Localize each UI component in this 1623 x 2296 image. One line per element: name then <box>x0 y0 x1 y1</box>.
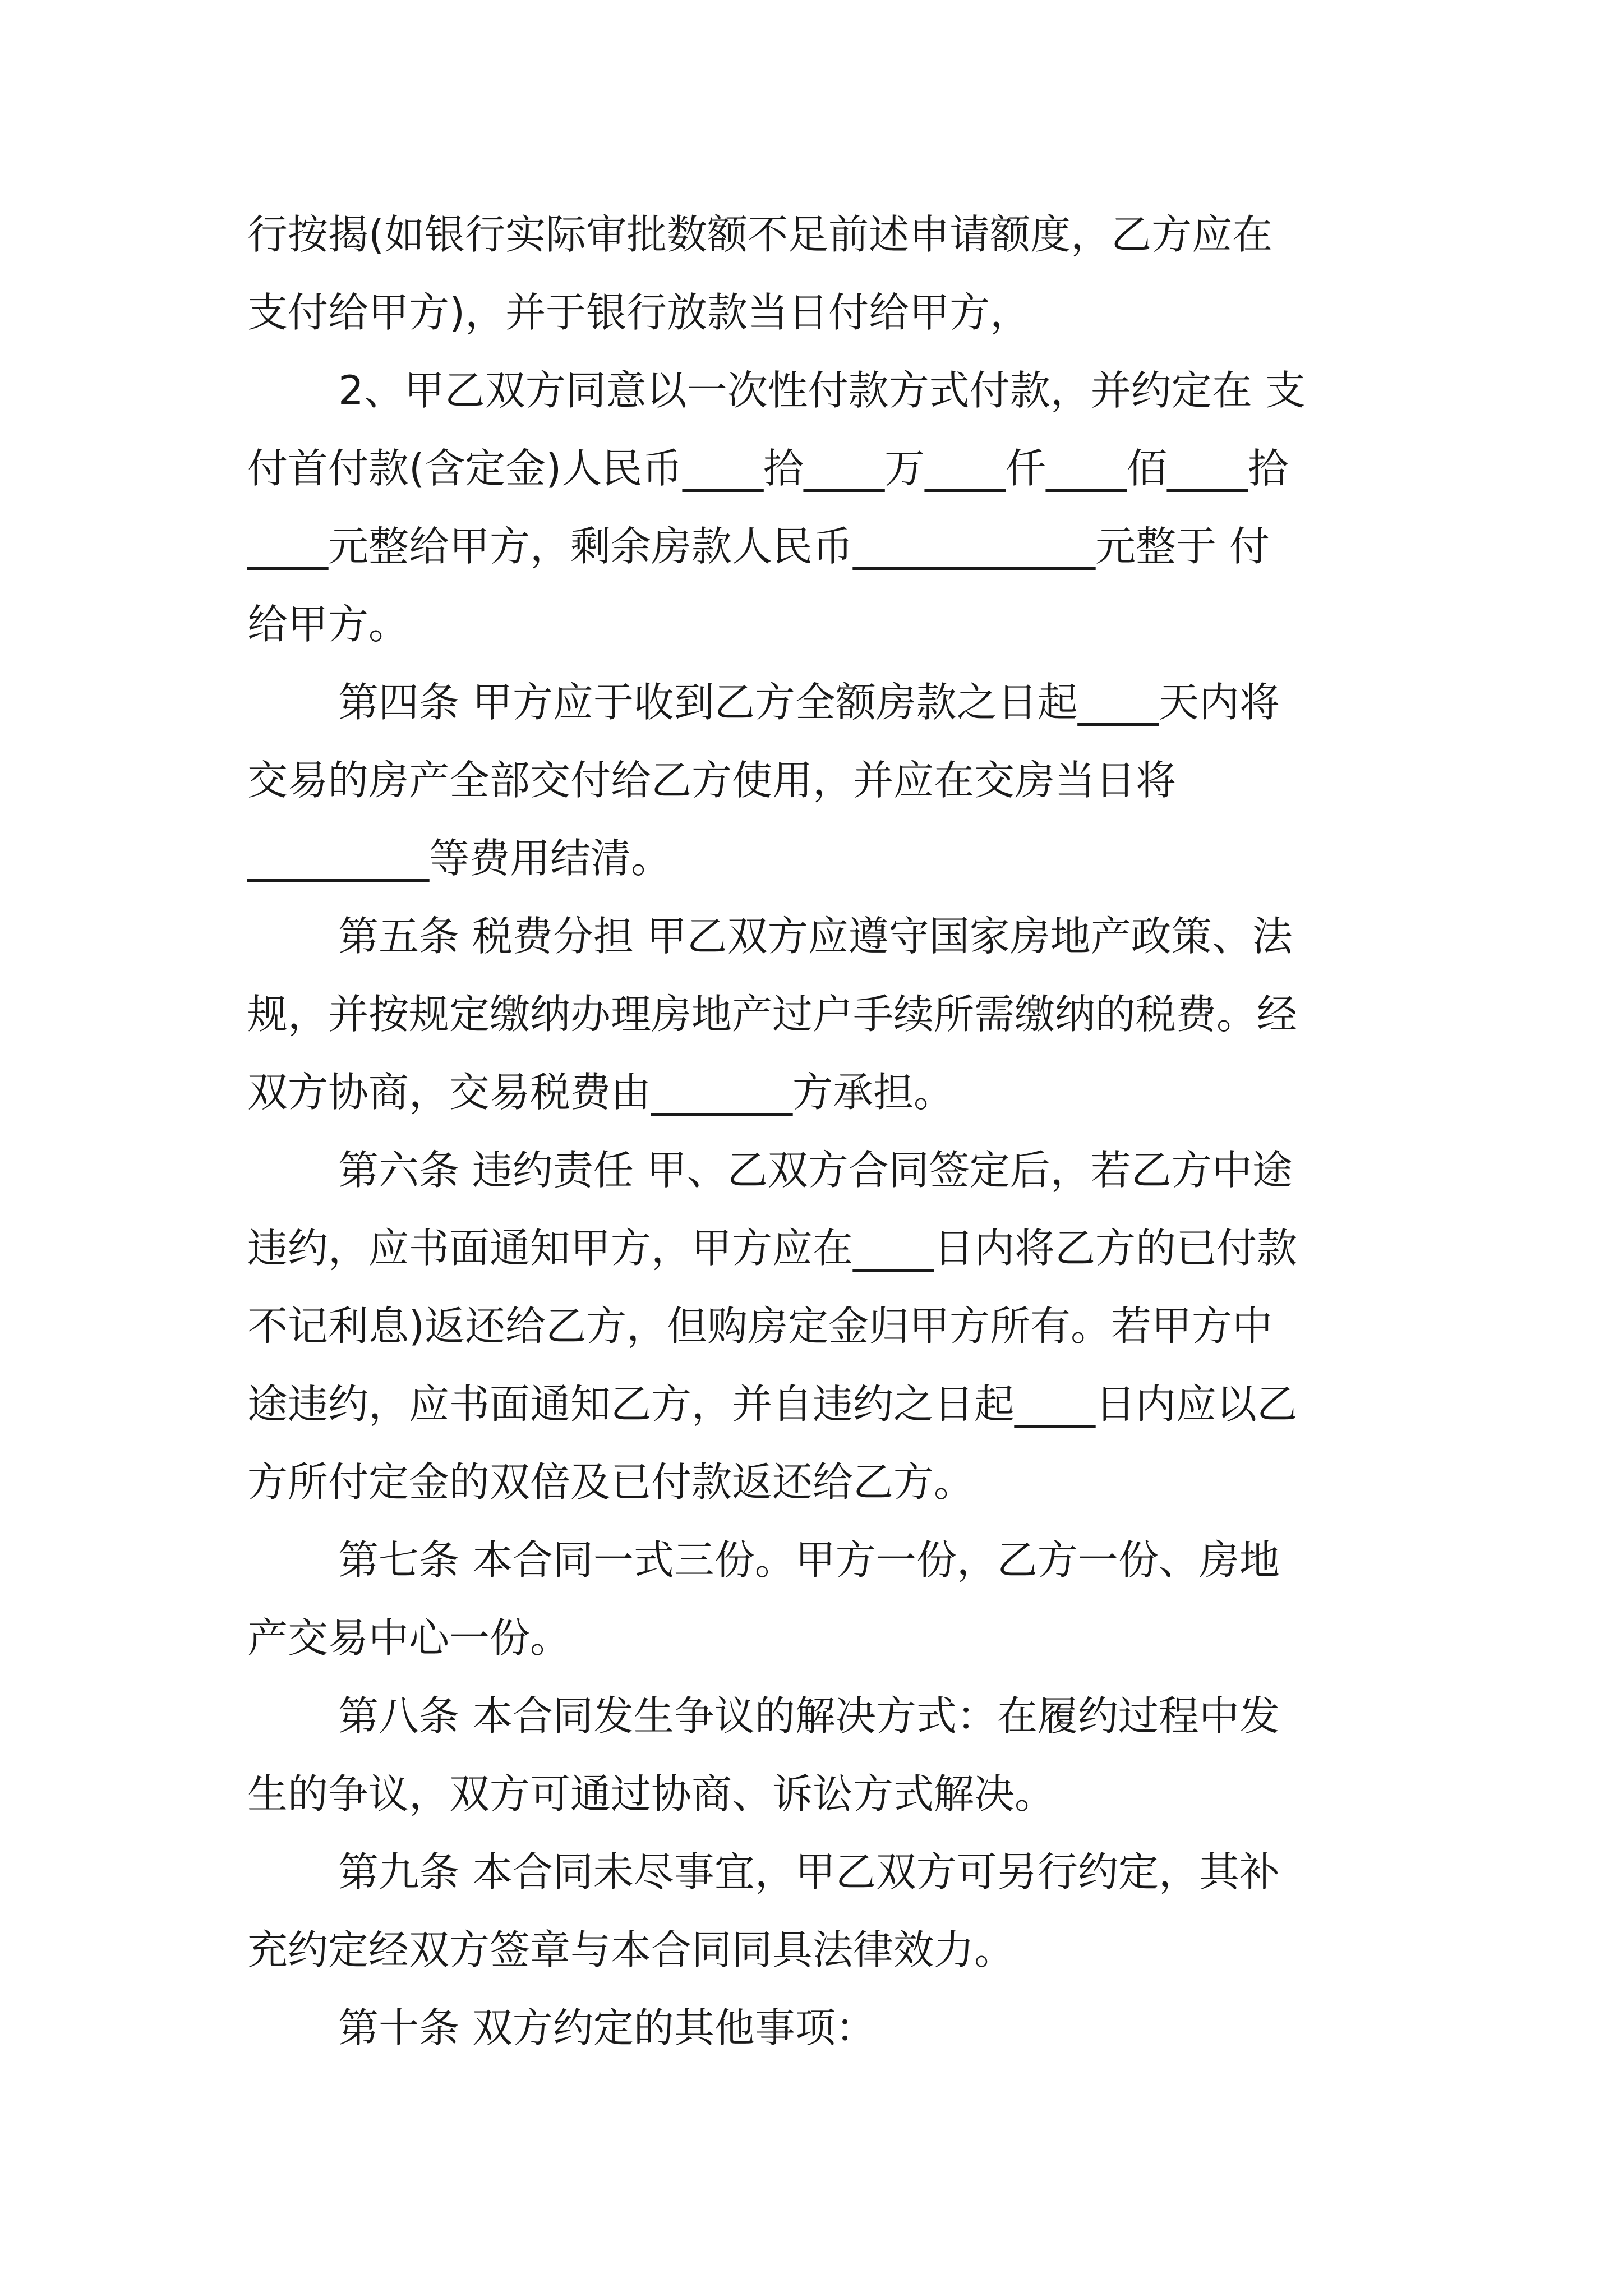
text-line: 第十条 双方约定的其他事项： <box>338 2004 876 2051</box>
text-line: 第九条 本合同未尽事宜，甲乙双方可另行约定，其补 <box>338 1848 1280 1895</box>
text-line: 第八条 本合同发生争议的解决方式：在履约过程中发 <box>338 1692 1280 1740</box>
text-line: 充约定经双方签章与本合同同具法律效力。 <box>247 1926 1015 1973</box>
text-line: 支付给甲方)，并于银行放款当日付给甲方， <box>247 289 1031 336</box>
text-line: 交易的房产全部交付给乙方使用，并应在交房当日将 <box>247 757 1177 804</box>
text-line: 双方协商，交易税费由_______方承担。 <box>247 1069 955 1116</box>
text-line: 途违约，应书面通知乙方，并自违约之日起____日内应以乙 <box>247 1381 1298 1428</box>
text-line: 付首付款(含定金)人民币____拾____万____仟____佰____拾 <box>247 445 1289 492</box>
text-line: 违约，应书面通知甲方，甲方应在____日内将乙方的已付款 <box>247 1225 1298 1272</box>
text-line: 第五条 税费分担 甲乙双方应遵守国家房地产政策、法 <box>338 913 1293 960</box>
text-line: 给甲方。 <box>247 601 409 648</box>
text-line: ____元整给甲方，剩余房款人民币____________元整于 付 <box>247 523 1270 570</box>
text-line: 方所付定金的双倍及已付款返还给乙方。 <box>247 1458 975 1506</box>
text-line: 第六条 违约责任 甲、乙双方合同签定后，若乙方中途 <box>338 1147 1293 1194</box>
text-line: _________等费用结清。 <box>247 835 672 882</box>
text-line: 产交易中心一份。 <box>247 1614 571 1662</box>
text-line: 第七条 本合同一式三份。甲方一份，乙方一份、房地 <box>338 1536 1280 1584</box>
text-line: 生的争议，双方可通过协商、诉讼方式解决。 <box>247 1770 1055 1818</box>
text-line: 规，并按规定缴纳办理房地产过户手续所需缴纳的税费。经 <box>247 991 1298 1038</box>
text-line: 2、甲乙双方同意以一次性付款方式付款，并约定在 支 <box>338 367 1306 414</box>
text-line: 不记利息)返还给乙方，但购房定金归甲方所有。若甲方中 <box>247 1303 1273 1350</box>
text-line: 行按揭(如银行实际审批数额不足前述申请额度，乙方应在 <box>247 211 1273 258</box>
text-line: 第四条 甲方应于收到乙方全额房款之日起____天内将 <box>338 679 1280 726</box>
